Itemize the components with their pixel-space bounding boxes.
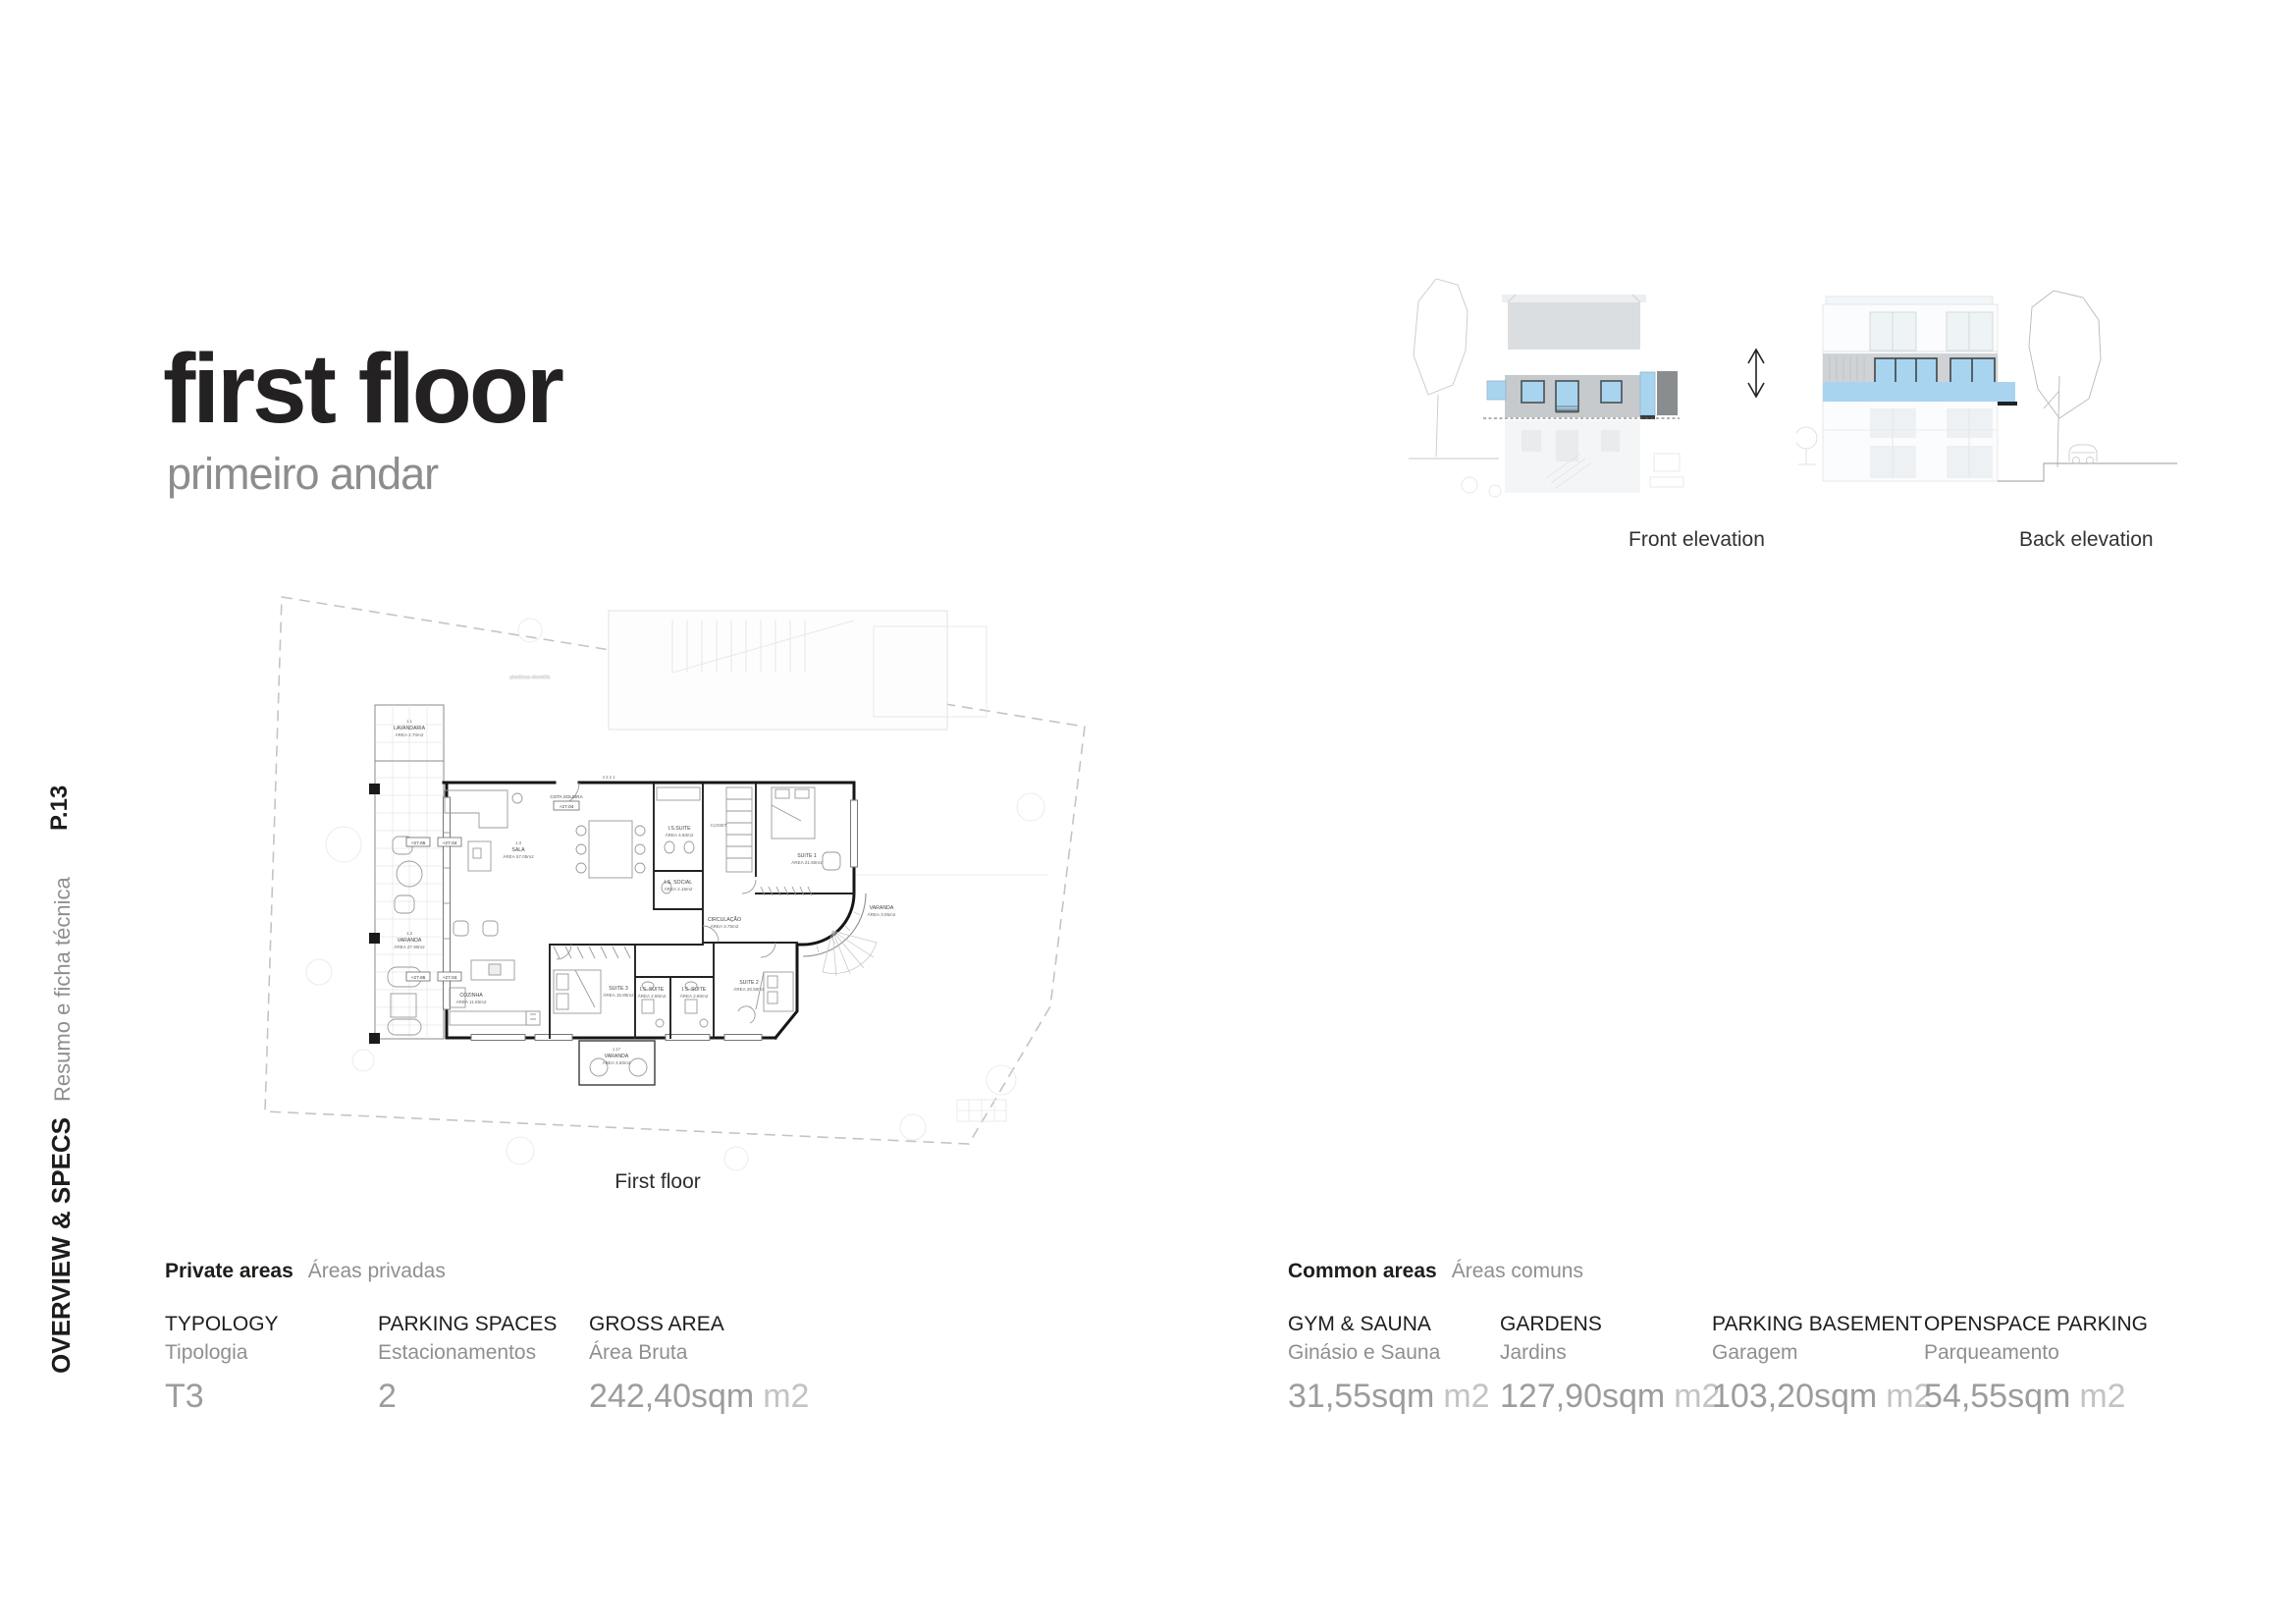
front-dark-block: [1657, 371, 1678, 415]
room-label-lavandaria: LAVANDARIA: [393, 726, 426, 731]
curved-balcony: [803, 893, 877, 976]
spec-unit: m2: [1886, 1378, 1933, 1415]
back-shrub: [1796, 427, 1817, 464]
spec-label-en: OPENSPACE PARKING: [1924, 1313, 2148, 1335]
level-upper-2: +27.65: [410, 976, 426, 981]
spec-value: 103,20sqm: [1712, 1378, 1878, 1415]
spec-label-pt: Tipologia: [165, 1341, 248, 1364]
back-tree: [2029, 291, 2101, 467]
back-elevation-label: Back elevation: [2019, 528, 2154, 551]
closet-label: CLOSET: [710, 823, 727, 828]
room-code-varanda: 1.2: [406, 931, 412, 936]
front-tree: [1409, 279, 1499, 459]
room-code-varanda-bottom: 1.17: [612, 1047, 621, 1052]
spec-parking-basement: [1712, 1313, 1932, 1416]
room-area-varanda-side: ÁREA 3.05m2: [867, 912, 896, 917]
room-area-suite2: ÁREA 20.50m2: [733, 987, 765, 992]
room-label-cozinha: COZINHA: [459, 993, 483, 999]
spec-label-pt: Jardins: [1500, 1341, 1567, 1364]
spec-unit: m2: [1443, 1378, 1490, 1415]
room-area-varanda: ÁREA 27.90m2: [394, 945, 425, 949]
private-areas-title-pt: Áreas privadas: [307, 1260, 446, 1282]
steps-label: 4 3 2 1: [602, 775, 615, 780]
room-label-is-suite-top: I.S.SUITE: [667, 826, 691, 832]
section-label-pt: Resumo e ficha técnica: [50, 877, 75, 1102]
spec-value: T3: [165, 1378, 204, 1415]
room-area-varanda-bottom: ÁREA 4.50m2: [602, 1060, 631, 1065]
room-label-suite3: SUITE 3: [609, 986, 628, 992]
room-area-suite1: ÁREA 21.50m2: [791, 860, 823, 865]
room-area-is-suite-a: ÁREA 2.80m2: [637, 994, 667, 999]
front-elevation-label: Front elevation: [1629, 528, 1765, 551]
spec-label-pt: Garagem: [1712, 1341, 1798, 1364]
back-ground: [1998, 463, 2177, 481]
front-roof: [1502, 295, 1646, 302]
spec-openspace-parking: [1924, 1313, 2148, 1416]
room-area-suite3: ÁREA 15.85m2: [603, 993, 634, 998]
spec-unit: m2: [2079, 1378, 2126, 1415]
apartment-outer-walls: [443, 783, 858, 1041]
room-label-varanda-side: VARANDA: [869, 905, 894, 911]
room-area-circulacao: ÁREA 3.75m2: [710, 924, 739, 929]
back-car: [2069, 445, 2097, 464]
spec-typology: [165, 1313, 279, 1416]
level-lower-1: +27.04: [442, 841, 457, 846]
section-label: [46, 877, 77, 1374]
room-label-sala: SALA: [511, 847, 525, 853]
room-label-is-suite-b: I.S. SUITE: [681, 987, 707, 993]
spec-value: 31,55sqm: [1288, 1378, 1435, 1415]
level-lower-2: +27.04: [442, 976, 457, 981]
common-areas-title-en: Common areas: [1288, 1260, 1437, 1282]
cota-label: COTA SOLEIRA: [550, 794, 583, 799]
room-area-cozinha: ÁREA 11.65m2: [455, 1000, 487, 1004]
private-areas-header: [165, 1260, 446, 1283]
spec-label-en: GARDENS: [1500, 1313, 1602, 1335]
room-area-sala: ÁREA 57.05m2: [503, 854, 534, 859]
back-middle-floor: [1823, 353, 2017, 406]
floor-plan-drawing: [226, 550, 1109, 1198]
spec-unit: m2: [1674, 1378, 1721, 1415]
room-label-varanda: VARANDA: [397, 938, 422, 944]
veranda-strip: [369, 705, 444, 1044]
spec-label-en: PARKING BASEMENT: [1712, 1313, 1923, 1335]
room-label-varanda-bottom: VARANDA: [604, 1054, 629, 1059]
room-area-is-suite-b: ÁREA 2.80m2: [679, 994, 709, 999]
room-label-circulacao: CIRCULAÇÃO: [707, 917, 742, 923]
spec-value: 242,40sqm: [589, 1378, 755, 1415]
room-area-is-suite-top: ÁREA 4.60m2: [665, 833, 694, 838]
between-elevations-arrow-icon: [1743, 344, 1769, 403]
cota-value: +27.04: [559, 805, 574, 810]
level-upper-1: +27.65: [410, 841, 426, 846]
spec-gardens: [1500, 1313, 1720, 1416]
section-label-en: OVERVIEW & SPECS: [46, 1116, 76, 1374]
room-area-is-social: ÁREA 2.15m2: [664, 887, 693, 892]
spec-unit: m2: [763, 1378, 810, 1415]
front-middle-floor: [1483, 371, 1680, 419]
back-elevation-drawing: [1796, 263, 2179, 518]
front-elevation-drawing: [1409, 257, 1723, 517]
spec-label-pt: Parqueamento: [1924, 1341, 2059, 1364]
room-label-suite1: SUITE 1: [797, 853, 817, 859]
spec-parking-spaces: [378, 1313, 557, 1416]
spec-label-en: PARKING SPACES: [378, 1313, 558, 1335]
spec-value: 127,90sqm: [1500, 1378, 1666, 1415]
room-code-lavandaria: 1.1: [406, 719, 412, 724]
spec-value: 54,55sqm: [1924, 1378, 2071, 1415]
page-title: first floor: [163, 334, 561, 444]
common-areas-header: [1288, 1260, 1583, 1283]
spec-value: 2: [378, 1378, 397, 1415]
spiral-stair: [823, 931, 877, 976]
room-label-is-suite-a: I.S. SUITE: [639, 987, 665, 993]
spec-gross-area: [589, 1313, 809, 1416]
page-number: P.13: [46, 785, 73, 831]
private-areas-title-en: Private areas: [165, 1260, 294, 1282]
spec-label-pt: Ginásio e Sauna: [1288, 1341, 1441, 1364]
page-subtitle: primeiro andar: [167, 449, 439, 499]
spec-label-en: TYPOLOGY: [165, 1313, 279, 1335]
spec-label-pt: Área Bruta: [589, 1341, 688, 1364]
room-area-lavandaria: ÁREA 2.70m2: [395, 732, 424, 737]
spec-label-pt: Estacionamentos: [378, 1341, 537, 1364]
spec-label-en: GYM & SAUNA: [1288, 1313, 1431, 1335]
spec-label-en: GROSS AREA: [589, 1313, 724, 1335]
room-label-suite2: SUITE 2: [739, 980, 759, 986]
room-label-is-social: I.S. SOCIAL: [664, 880, 693, 886]
room-code-sala: 1.3: [515, 840, 521, 845]
common-areas-title-pt: Áreas comuns: [1451, 1260, 1583, 1282]
back-balcony-band: [1823, 382, 2015, 402]
title-block: [163, 334, 561, 499]
common-stair-block: [509, 611, 987, 730]
front-gable: [1508, 302, 1640, 350]
spec-gym-sauna: [1288, 1313, 1490, 1416]
platform-label: plataforma elevatória: [509, 675, 551, 679]
plan-caption: First floor: [614, 1170, 701, 1193]
